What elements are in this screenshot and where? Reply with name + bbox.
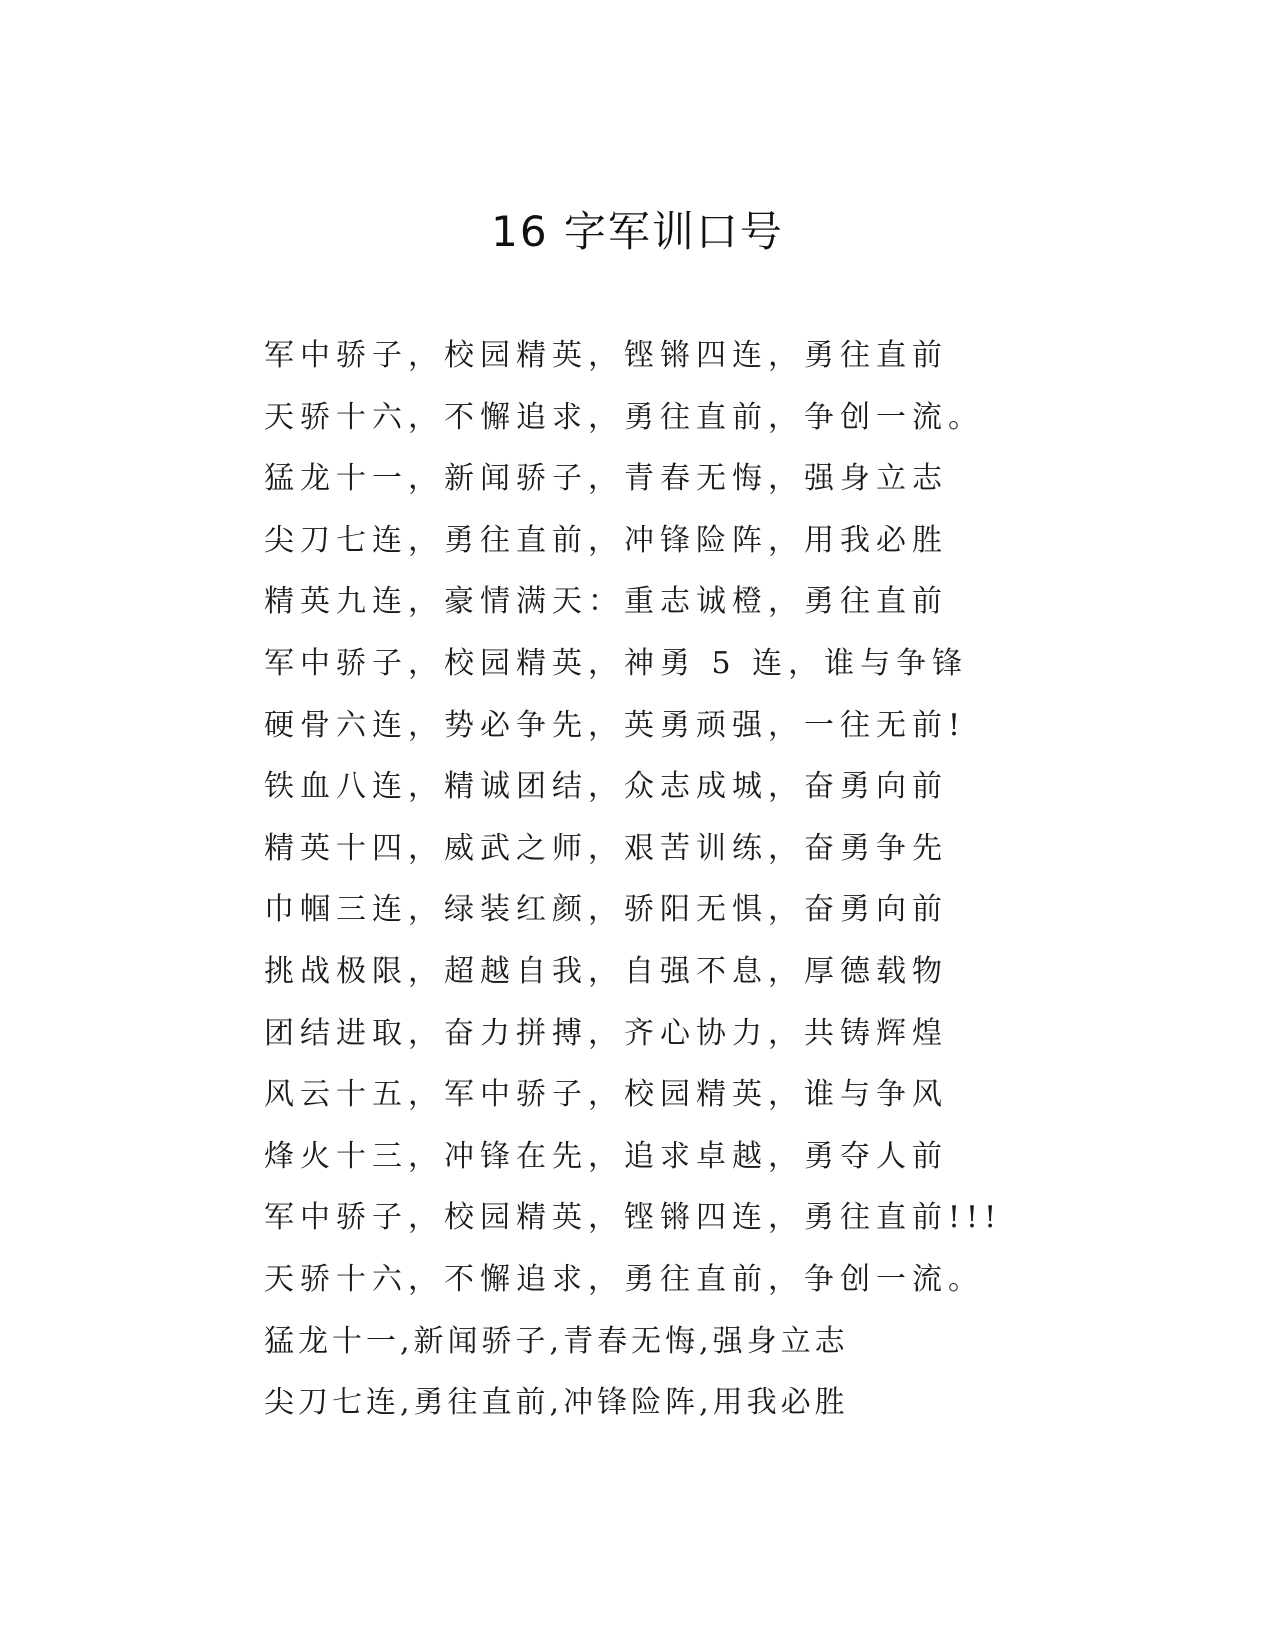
slogan-line: 猛龙十一,新闻骄子,青春无悔,强身立志 [264,1323,849,1359]
slogan-line: 天骄十六，不懈追求，勇往直前，争创一流。 [264,1261,984,1297]
slogan-line: 精英十四，威武之师，艰苦训练，奋勇争先 [264,830,948,866]
document-title: 16 字军训口号 [491,207,784,256]
slogan-line: 军中骄子，校园精英，神勇 5 连，谁与争锋 [264,645,969,681]
slogan-list [264,336,1003,1445]
slogan-line: 巾帼三连，绿装红颜，骄阳无惧，奋勇向前 [264,892,948,928]
slogan-line: 军中骄子，校园精英，铿锵四连，勇往直前 [264,338,948,373]
slogan-line: 挑战极限，超越自我，自强不息，厚德载物 [264,953,948,989]
slogan-line: 风云十五，军中骄子，校园精英，谁与争风 [264,1077,948,1113]
slogan-line: 铁血八连，精诚团结，众志成城，奋勇向前 [264,769,948,805]
slogan-line: 猛龙十一，新闻骄子，青春无悔，强身立志 [264,461,948,497]
slogan-line: 尖刀七连，勇往直前，冲锋险阵，用我必胜 [264,522,948,558]
slogan-line: 精英九连，豪情满天：重志诚橙，勇往直前 [264,584,948,620]
slogan-line: 硬骨六连，势必争先，英勇顽强，一往无前! [264,707,967,743]
slogan-line: 烽火十三，冲锋在先，追求卓越，勇夺人前 [264,1138,948,1174]
slogan-line: 团结进取，奋力拼搏，齐心协力，共铸辉煌 [264,1015,948,1051]
slogan-line: 军中骄子，校园精英，铿锵四连，勇往直前!!! [264,1200,1003,1236]
slogan-line: 天骄十六，不懈追求，勇往直前，争创一流。 [264,399,984,435]
slogan-line: 尖刀七连,勇往直前,冲锋险阵,用我必胜 [264,1385,849,1421]
